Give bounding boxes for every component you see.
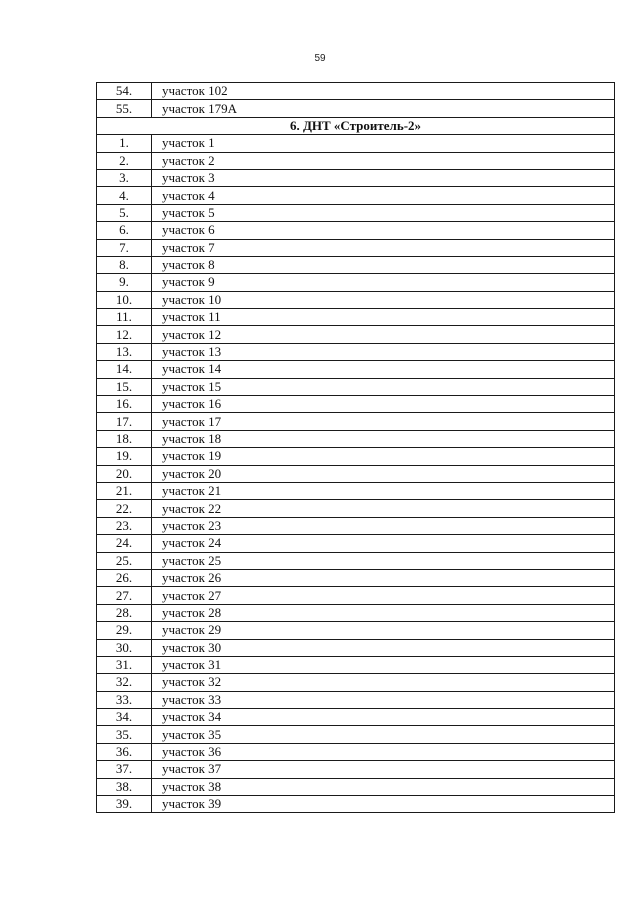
plot-name-cell: участок 22: [152, 500, 615, 517]
row-number-cell: 15.: [97, 378, 152, 395]
plot-name-cell: участок 14: [152, 361, 615, 378]
section-title: 6. ДНТ «Строитель-2»: [97, 117, 615, 134]
row-number-cell: 6.: [97, 222, 152, 239]
table-row: [97, 152, 615, 169]
row-number-cell: 29.: [97, 622, 152, 639]
row-number-cell: 17.: [97, 413, 152, 430]
table-row: [97, 604, 615, 621]
table-row: [97, 135, 615, 152]
row-number-cell: 14.: [97, 361, 152, 378]
plot-name-cell: участок 19: [152, 448, 615, 465]
table-row: [97, 204, 615, 221]
plot-name-cell: участок 10: [152, 291, 615, 308]
plot-name-cell: участок 32: [152, 674, 615, 691]
plot-name-cell: участок 24: [152, 535, 615, 552]
row-number-cell: 54.: [97, 83, 152, 100]
table-row: [97, 796, 615, 813]
plot-name-cell: участок 7: [152, 239, 615, 256]
row-number-cell: 27.: [97, 587, 152, 604]
plot-name-cell: участок 13: [152, 343, 615, 360]
table-row: [97, 587, 615, 604]
row-number-cell: 3.: [97, 169, 152, 186]
row-number-cell: 38.: [97, 778, 152, 795]
row-number-cell: 16.: [97, 396, 152, 413]
row-number-cell: 31.: [97, 656, 152, 673]
plot-name-cell: участок 38: [152, 778, 615, 795]
table-row: [97, 100, 615, 117]
row-number-cell: 30.: [97, 639, 152, 656]
table-row: [97, 761, 615, 778]
table-row: [97, 656, 615, 673]
table-row: [97, 343, 615, 360]
table-row: [97, 83, 615, 100]
table-row: [97, 639, 615, 656]
row-number-cell: 22.: [97, 500, 152, 517]
table-row: [97, 465, 615, 482]
plots-table: [96, 82, 615, 813]
row-number-cell: 55.: [97, 100, 152, 117]
plot-name-cell: участок 17: [152, 413, 615, 430]
plot-name-cell: участок 9: [152, 274, 615, 291]
plot-name-cell: участок 37: [152, 761, 615, 778]
table-row: [97, 482, 615, 499]
plot-name-cell: участок 23: [152, 517, 615, 534]
row-number-cell: 36.: [97, 743, 152, 760]
plot-name-cell: участок 5: [152, 204, 615, 221]
table-row: [97, 517, 615, 534]
row-number-cell: 23.: [97, 517, 152, 534]
plot-name-cell: участок 3: [152, 169, 615, 186]
row-number-cell: 10.: [97, 291, 152, 308]
row-number-cell: 24.: [97, 535, 152, 552]
table-row: [97, 552, 615, 569]
row-number-cell: 37.: [97, 761, 152, 778]
plots-table-body: [97, 83, 615, 813]
row-number-cell: 39.: [97, 796, 152, 813]
table-row: [97, 778, 615, 795]
table-row: [97, 430, 615, 447]
table-row: [97, 535, 615, 552]
page-number: 59: [314, 53, 326, 64]
plot-name-cell: участок 179А: [152, 100, 615, 117]
plot-name-cell: участок 21: [152, 482, 615, 499]
plot-name-cell: участок 36: [152, 743, 615, 760]
row-number-cell: 20.: [97, 465, 152, 482]
table-row: [97, 674, 615, 691]
table-row: [97, 326, 615, 343]
table-row: [97, 361, 615, 378]
row-number-cell: 2.: [97, 152, 152, 169]
row-number-cell: 19.: [97, 448, 152, 465]
table-row: [97, 500, 615, 517]
plot-name-cell: участок 12: [152, 326, 615, 343]
table-row: [97, 239, 615, 256]
row-number-cell: 21.: [97, 482, 152, 499]
row-number-cell: 33.: [97, 691, 152, 708]
plot-name-cell: участок 1: [152, 135, 615, 152]
row-number-cell: 11.: [97, 309, 152, 326]
row-number-cell: 26.: [97, 569, 152, 586]
table-row: [97, 622, 615, 639]
row-number-cell: 32.: [97, 674, 152, 691]
plot-name-cell: участок 8: [152, 256, 615, 273]
table-row: [97, 274, 615, 291]
row-number-cell: 25.: [97, 552, 152, 569]
plot-name-cell: участок 2: [152, 152, 615, 169]
row-number-cell: 34.: [97, 709, 152, 726]
plot-name-cell: участок 11: [152, 309, 615, 326]
plot-name-cell: участок 28: [152, 604, 615, 621]
row-number-cell: 9.: [97, 274, 152, 291]
plot-name-cell: участок 18: [152, 430, 615, 447]
plot-name-cell: участок 16: [152, 396, 615, 413]
table-row: [97, 691, 615, 708]
table-row: [97, 413, 615, 430]
section-header-row: [97, 117, 615, 134]
table-row: [97, 256, 615, 273]
plot-name-cell: участок 31: [152, 656, 615, 673]
row-number-cell: 35.: [97, 726, 152, 743]
plot-name-cell: участок 35: [152, 726, 615, 743]
plot-name-cell: участок 29: [152, 622, 615, 639]
table-row: [97, 743, 615, 760]
table-row: [97, 396, 615, 413]
table-row: [97, 378, 615, 395]
row-number-cell: 12.: [97, 326, 152, 343]
table-row: [97, 222, 615, 239]
table-row: [97, 448, 615, 465]
plot-name-cell: участок 39: [152, 796, 615, 813]
plot-name-cell: участок 33: [152, 691, 615, 708]
table-row: [97, 187, 615, 204]
row-number-cell: 7.: [97, 239, 152, 256]
row-number-cell: 4.: [97, 187, 152, 204]
table-row: [97, 169, 615, 186]
row-number-cell: 1.: [97, 135, 152, 152]
plot-name-cell: участок 27: [152, 587, 615, 604]
plot-name-cell: участок 34: [152, 709, 615, 726]
row-number-cell: 13.: [97, 343, 152, 360]
table-row: [97, 726, 615, 743]
row-number-cell: 5.: [97, 204, 152, 221]
row-number-cell: 18.: [97, 430, 152, 447]
table-row: [97, 569, 615, 586]
plot-name-cell: участок 25: [152, 552, 615, 569]
plot-name-cell: участок 30: [152, 639, 615, 656]
plot-name-cell: участок 6: [152, 222, 615, 239]
row-number-cell: 28.: [97, 604, 152, 621]
plot-name-cell: участок 15: [152, 378, 615, 395]
table-row: [97, 309, 615, 326]
plot-name-cell: участок 26: [152, 569, 615, 586]
row-number-cell: 8.: [97, 256, 152, 273]
plot-name-cell: участок 4: [152, 187, 615, 204]
plot-name-cell: участок 102: [152, 83, 615, 100]
table-row: [97, 709, 615, 726]
plot-name-cell: участок 20: [152, 465, 615, 482]
table-row: [97, 291, 615, 308]
